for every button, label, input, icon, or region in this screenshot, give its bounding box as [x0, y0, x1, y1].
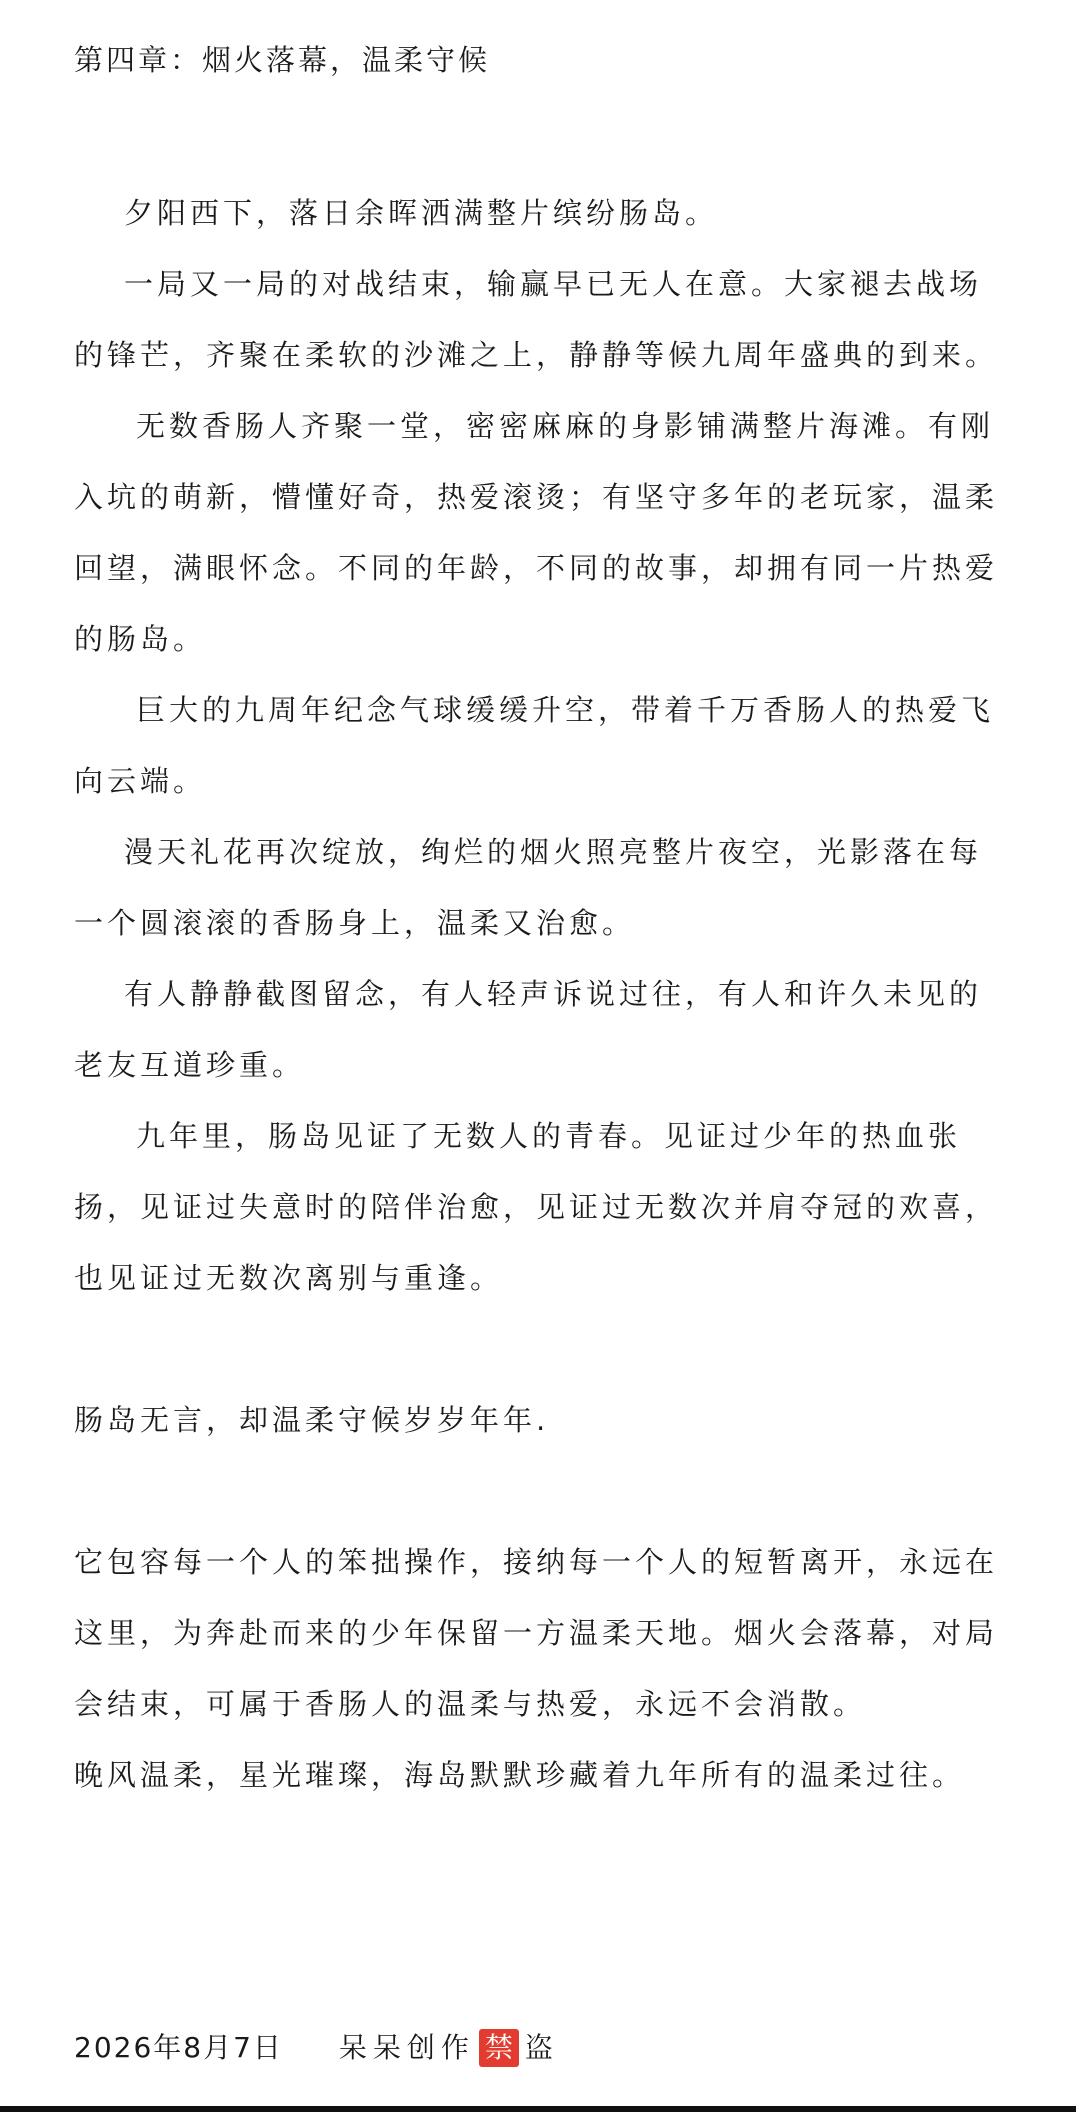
forbidden-seal-stamp: 禁: [479, 2029, 519, 2067]
paragraph-7: 九年里，肠岛见证了无数人的青春。见证过少年的热血张扬，见证过失意时的陪伴治愈，见证过无数次并肩夺冠的欢喜，也见证过无数次离别与重逢。: [74, 1119, 999, 1295]
paragraph-5: 漫天礼花再次绽放，绚烂的烟火照亮整片夜空，光影落在每一个圆滚滚的香肠身上，温柔又治愈。: [74, 835, 983, 940]
publish-date: 2026年8月7日: [74, 2031, 283, 2064]
blank-line: [74, 1314, 1014, 1385]
bottom-divider: [0, 2106, 1076, 2112]
paragraph-10: 晚风温柔，星光璀璨，海岛默默珍藏着九年所有的温柔过往。: [74, 1758, 966, 1792]
paragraph-4: 巨大的九周年纪念气球缓缓升空，带着千万香肠人的热爱飞向云端。: [74, 693, 995, 798]
paragraph-3: 无数香肠人齐聚一堂，密密麻麻的身影铺满整片海滩。有刚入坑的萌新，懵懂好奇，热爱滚烫；有坚守多年的老玩家，温柔回望，满眼怀念。不同的年龄，不同的故事，却拥有同一片热爱的肠岛。: [74, 409, 999, 656]
blank-line: [74, 1456, 1014, 1527]
seal-suffix: 盗: [524, 2031, 553, 2064]
paragraph-8: 肠岛无言，却温柔守候岁岁年年.: [74, 1403, 550, 1437]
paragraph-1: 夕阳西下，落日余晖洒满整片缤纷肠岛。: [124, 196, 719, 230]
paragraph-9: 它包容每一个人的笨拙操作，接纳每一个人的短暂离开，永远在这里，为奔赴而来的少年保留一方温柔天地。烟火会落幕，对局会结束，可属于香肠人的温柔与热爱，永远不会消散。: [74, 1545, 999, 1721]
author-credit: 呆呆创作: [338, 2031, 475, 2064]
paragraph-2: 一局又一局的对战结束，输赢早已无人在意。大家褪去战场的锋芒，齐聚在柔软的沙滩之上，静静等候九周年盛典的到来。: [74, 267, 999, 372]
chapter-title: 第四章：烟火落幕，温柔守候: [74, 43, 491, 77]
paragraph-6: 有人静静截图留念，有人轻声诉说过往，有人和许久未见的老友互道珍重。: [74, 977, 983, 1082]
article-body: [74, 178, 1014, 1811]
signature-line: [74, 2028, 553, 2068]
